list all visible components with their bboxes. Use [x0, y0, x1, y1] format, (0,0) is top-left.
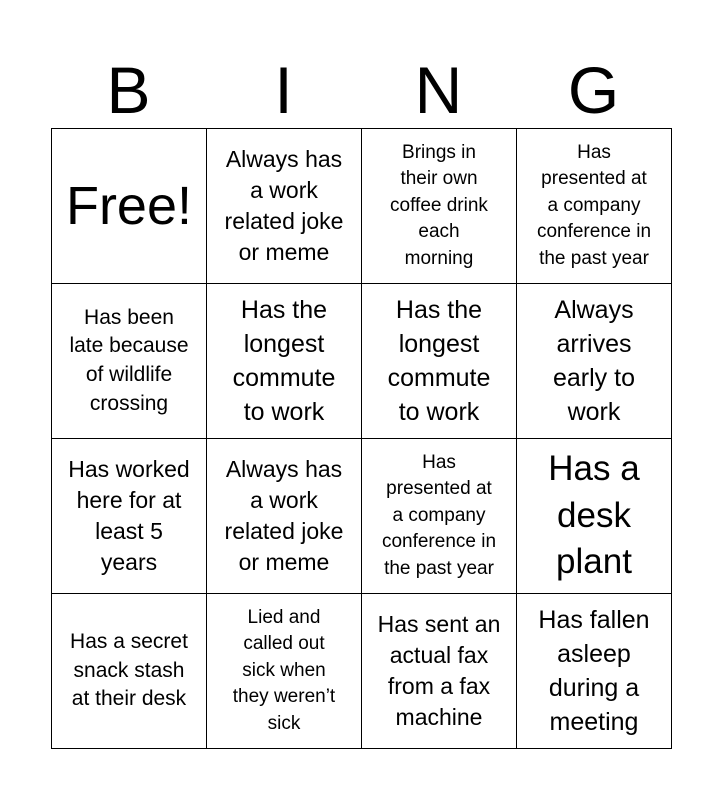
bingo-cell[interactable] [52, 594, 207, 749]
bingo-cell[interactable] [207, 129, 362, 284]
bingo-board [51, 128, 672, 749]
header-letter-b: B [106, 53, 151, 127]
bingo-cell[interactable] [362, 594, 517, 749]
bingo-cell[interactable] [207, 284, 362, 439]
bingo-header [51, 52, 671, 128]
cell-text: Always arrives early to work [553, 295, 635, 427]
bingo-cell[interactable] [517, 594, 672, 749]
bingo-cell[interactable] [52, 284, 207, 439]
bingo-cell[interactable] [517, 439, 672, 594]
header-letter-n: N [414, 53, 463, 127]
bingo-cell[interactable] [362, 439, 517, 594]
cell-text: Has the longest commute to work [232, 295, 336, 427]
cell-text: Free! [65, 176, 193, 236]
cell-text: Has presented at a company conference in the past year [536, 141, 652, 269]
cell-text: Always has a work related joke or meme [224, 146, 344, 265]
bingo-cell-free[interactable] [52, 129, 207, 284]
bingo-cell[interactable] [362, 284, 517, 439]
cell-text: Has sent an actual fax from a fax machine [377, 611, 501, 730]
bingo-cell[interactable] [517, 129, 672, 284]
bingo-cell[interactable] [52, 439, 207, 594]
bingo-cell[interactable] [207, 594, 362, 749]
cell-text: Brings in their own coffee drink each morning [390, 141, 488, 269]
cell-text: Has a secret snack stash at their desk [70, 630, 188, 711]
bingo-cell[interactable] [517, 284, 672, 439]
bingo-cell[interactable] [207, 439, 362, 594]
header-letter-i: I [274, 53, 293, 127]
cell-text: Has fallen asleep during a meeting [538, 605, 650, 737]
bingo-cell[interactable] [362, 129, 517, 284]
cell-text: Has been late because of wildlife crossing [69, 305, 189, 415]
cell-text: Has a desk plant [548, 449, 640, 582]
cell-text: Has presented at a company conference in the past year [381, 451, 497, 579]
cell-text: Always has a work related joke or meme [224, 456, 344, 575]
cell-text: Lied and called out sick when they weren’t sick [232, 606, 336, 734]
cell-text: Has worked here for at least 5 years [68, 456, 190, 575]
cell-text: Has the longest commute to work [387, 295, 491, 427]
header-letter-g: G [567, 53, 620, 127]
